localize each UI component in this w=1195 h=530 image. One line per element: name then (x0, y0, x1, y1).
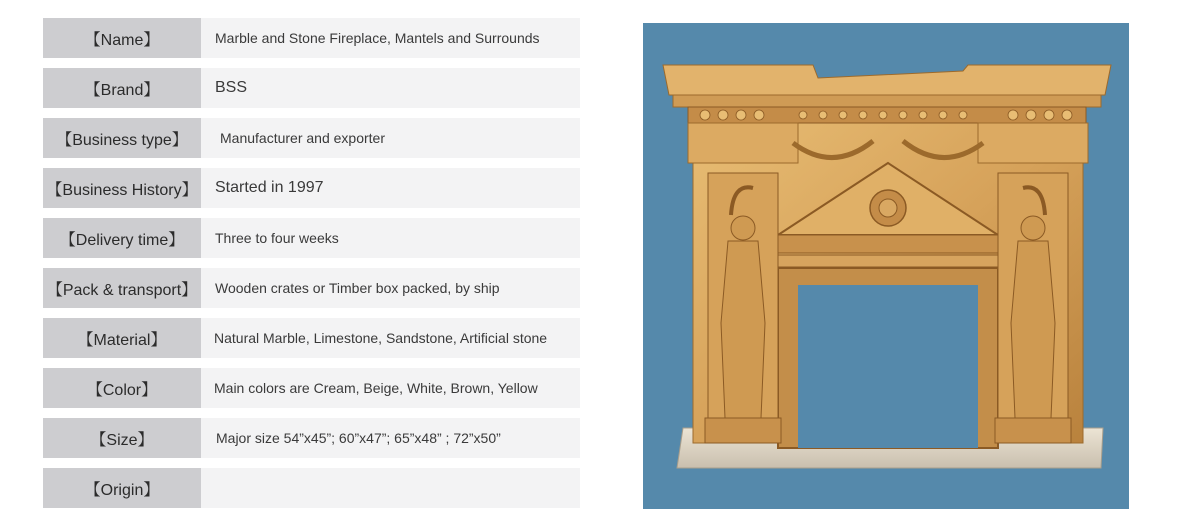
spec-row-size (43, 418, 580, 458)
spec-label-color: 【Color】 (43, 368, 201, 408)
spec-label-brand: 【Brand】 (43, 68, 201, 108)
spec-value-color: Main colors are Cream, Beige, White, Brown, Yellow (201, 368, 580, 408)
spec-row-delivery-time (43, 218, 580, 258)
spec-row-origin (43, 468, 580, 508)
spec-row-material (43, 318, 580, 358)
shelf-moulding (673, 95, 1101, 107)
spec-value-business-history: Started in 1997 (201, 168, 580, 208)
spec-value-size: Major size 54”x45”; 60”x47”; 65”x48” ; 72”x50” (201, 418, 580, 458)
left-capital (688, 123, 798, 163)
spec-row-business-history (43, 168, 580, 208)
spec-label-size: 【Size】 (43, 418, 201, 458)
spec-label-material: 【Material】 (43, 318, 201, 358)
spec-row-business-type (43, 118, 580, 158)
fireplace-photo (643, 23, 1129, 509)
spec-value-material: Natural Marble, Limestone, Sandstone, Artificial stone (201, 318, 580, 358)
spec-value-business-type: Manufacturer and exporter (201, 118, 580, 158)
spec-value-brand: BSS (201, 68, 580, 108)
spec-label-origin: 【Origin】 (43, 468, 201, 508)
spec-value-pack-transport: Wooden crates or Timber box packed, by ship (201, 268, 580, 308)
spec-row-name (43, 18, 580, 58)
fireplace-illustration (643, 23, 1129, 509)
carved-band (778, 235, 998, 253)
spec-row-brand (43, 68, 580, 108)
spec-value-origin (201, 468, 580, 508)
right-capital (978, 123, 1088, 163)
spec-value-name: Marble and Stone Fireplace, Mantels and Surrounds (201, 18, 580, 58)
spec-label-name: 【Name】 (43, 18, 201, 58)
spec-value-delivery-time: Three to four weeks (201, 218, 580, 258)
left-caryatid-figure (705, 173, 781, 443)
spec-label-delivery-time: 【Delivery time】 (43, 218, 201, 258)
spec-label-business-type: 【Business type】 (43, 118, 201, 158)
firebox-opening (798, 285, 978, 448)
spec-row-color (43, 368, 580, 408)
spec-label-business-history: 【Business History】 (43, 168, 201, 208)
right-caryatid-figure (995, 173, 1071, 443)
specification-table (43, 18, 580, 508)
spec-row-pack-transport (43, 268, 580, 308)
spec-label-pack-transport: 【Pack & transport】 (43, 268, 201, 308)
mantel-shelf (663, 65, 1111, 95)
